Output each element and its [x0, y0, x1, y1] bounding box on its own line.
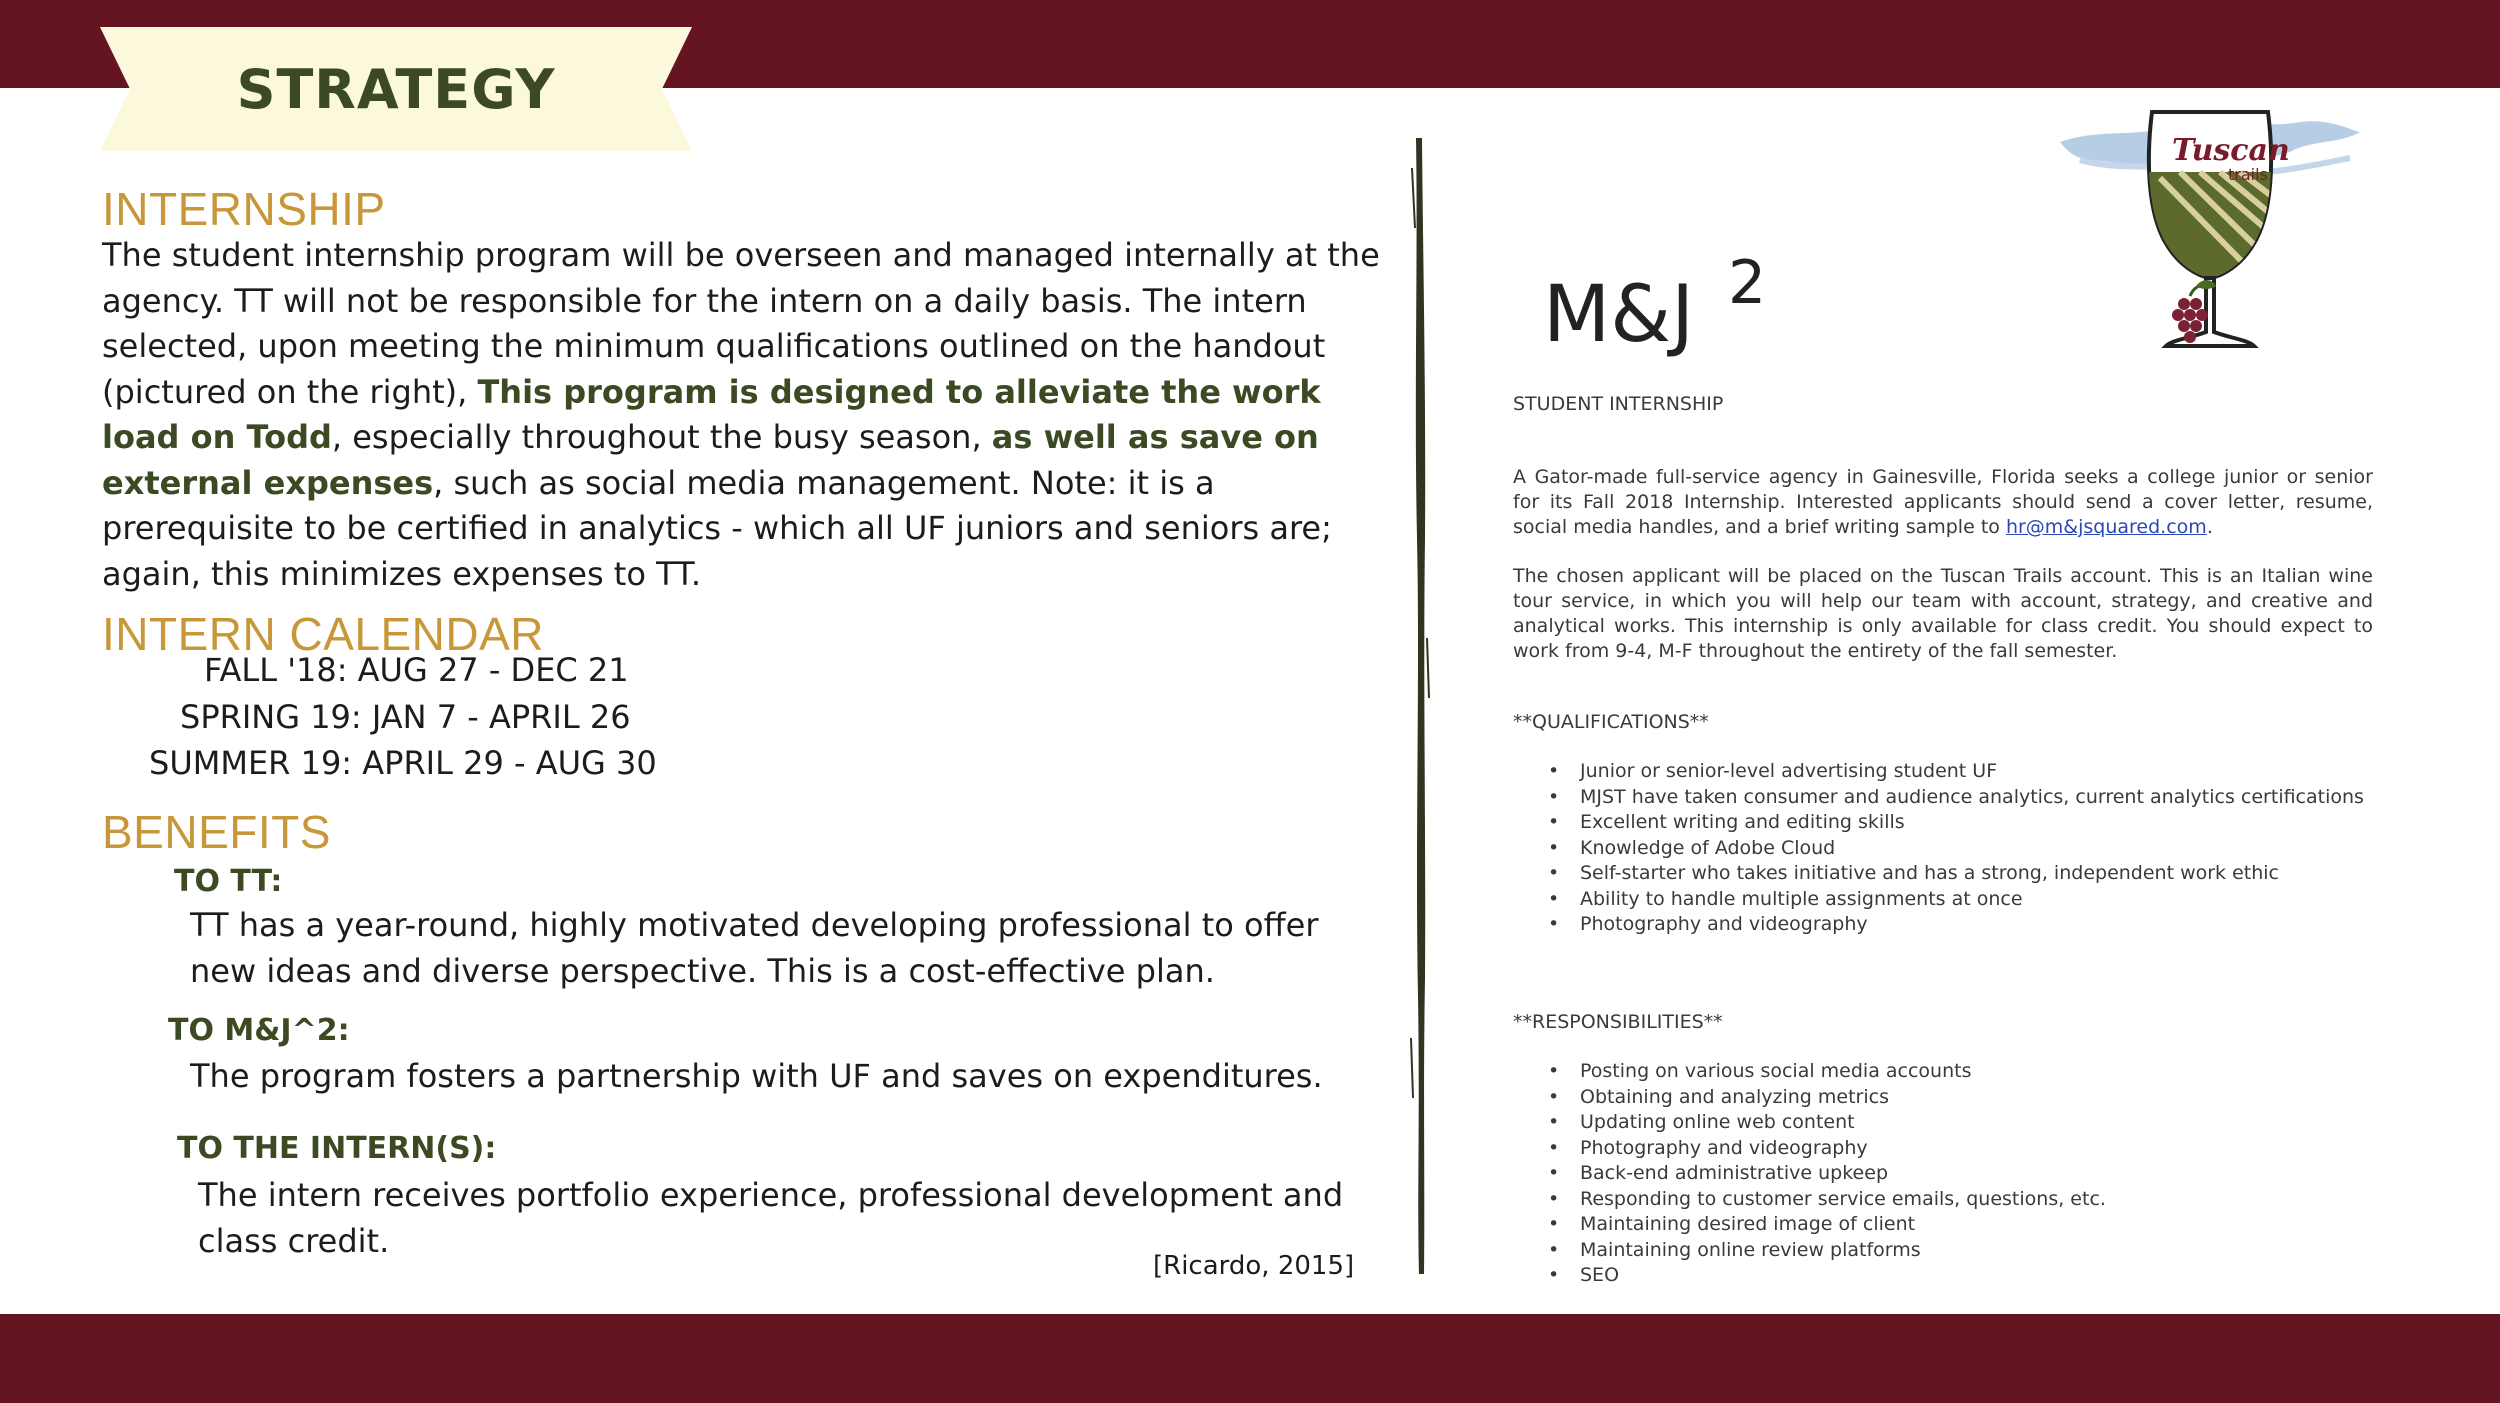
qualification-item: • Ability to handle multiple assignments at once: [1548, 887, 2373, 913]
citation: [Ricardo, 2015]: [1153, 1251, 1355, 1281]
calendar-fall: FALL '18: AUG 27 - DEC 21: [204, 651, 629, 689]
responsibility-item: • Responding to customer service emails, questions, etc.: [1548, 1187, 2373, 1213]
responsibility-item: • Photography and videography: [1548, 1136, 2373, 1162]
calendar-heading: INTERN CALENDAR: [102, 608, 545, 660]
handout-intro-text: A Gator-made full-service agency in Gainesville, Florida seeks a college junior or senior for its Fall 2018 Internship. Interested applicants should send a cover letter, resume, social media handles, and a brief writing sample to: [1513, 466, 2373, 538]
benefit-mj-text: The program fosters a partnership with UF and saves on expenditures.: [190, 1057, 1323, 1095]
responsibilities-heading: **RESPONSIBILITIES**: [1513, 1011, 1723, 1033]
benefit-intern-label: TO THE INTERN(S):: [177, 1131, 497, 1166]
responsibility-item: • Posting on various social media accounts: [1548, 1059, 2373, 1085]
benefit-tt-text: TT has a year-round, highly motivated developing professional to offer new ideas and diverse perspective. This is a cost-effective plan.: [190, 906, 1319, 990]
qualification-item: • Excellent writing and editing skills: [1548, 810, 2373, 836]
tt-logo-word-1: Tuscan: [2172, 133, 2290, 168]
calendar-spring: SPRING 19: JAN 7 - APRIL 26: [180, 698, 631, 736]
responsibility-item: • SEO: [1548, 1263, 2373, 1289]
responsibility-item: • Back-end administrative upkeep: [1548, 1161, 2373, 1187]
bottom-band: [0, 1314, 2500, 1403]
benefit-tt-label: TO TT:: [174, 864, 283, 899]
title-banner: [100, 27, 692, 151]
internship-highlight-1: This program is designed to alleviate the work load on Todd: [102, 372, 1321, 456]
responsibility-item: • Maintaining desired image of client: [1548, 1212, 2373, 1238]
tt-logo-word-2: trails: [2228, 165, 2268, 184]
handout-intro: [1513, 465, 2373, 540]
qualification-item: • Photography and videography: [1548, 912, 2373, 938]
tuscan-trails-logo: [2060, 100, 2360, 370]
internship-highlight-2: as well as save on external expenses: [102, 418, 1319, 502]
responsibility-item: • Obtaining and analyzing metrics: [1548, 1085, 2373, 1111]
mj-logo-text: M&J: [1543, 270, 1695, 360]
calendar-summer: SUMMER 19: APRIL 29 - AUG 30: [149, 744, 657, 782]
handout-title: STUDENT INTERNSHIP: [1513, 393, 1724, 415]
brush-divider: [1408, 138, 1434, 1274]
qualification-item: • Self-starter who takes initiative and has a strong, independent work ethic: [1548, 861, 2373, 887]
internship-text-3: , such as social media management. Note: it is a prerequisite to be certified in analytics - which all UF juniors and seniors are; again, this minimizes expenses to TT.: [102, 463, 1332, 593]
benefit-intern-text: The intern receives portfolio experience, professional development and class credit.: [198, 1176, 1344, 1260]
qualifications-heading: **QUALIFICATIONS**: [1513, 711, 1709, 733]
internship-heading: INTERNSHIP: [102, 183, 386, 235]
qualifications-list: [1548, 759, 2373, 938]
qualification-item: • Knowledge of Adobe Cloud: [1548, 836, 2373, 862]
email-link[interactable]: hr@m&jsquared.com: [2005, 516, 2207, 538]
page-title: STRATEGY: [236, 57, 556, 121]
responsibility-item: • Maintaining online review platforms: [1548, 1238, 2373, 1264]
responsibilities-list: [1548, 1059, 2373, 1289]
internship-text-2: , especially throughout the busy season,: [331, 418, 992, 456]
handout-intro-2: The chosen applicant will be placed on the Tuscan Trails account. This is an Italian wine tour service, in which you will help our team with account, strategy, and creative and analytical works. This internship is only available for class credit. You should expect to work from 9-4, M-F throughout the entirety of the fall semester.: [1513, 565, 2373, 662]
qualification-item: • Junior or senior-level advertising student UF: [1548, 759, 2373, 785]
internship-text-1: The student internship program will be overseen and managed internally at the agency. TT will not be responsible for the intern on a daily basis. The intern selected, upon meeting the minimum qualifications outlined on the handout (pictured on the right),: [102, 236, 1380, 411]
responsibility-item: • Updating online web content: [1548, 1110, 2373, 1136]
benefit-mj-label: TO M&J^2:: [168, 1013, 350, 1048]
mj-logo-superscript: 2: [1728, 248, 1767, 318]
handout-intro-end: .: [2206, 516, 2213, 538]
qualification-item: • MJST have taken consumer and audience analytics, current analytics certifications: [1548, 785, 2373, 811]
benefits-heading: BENEFITS: [102, 806, 331, 858]
internship-paragraph: [102, 233, 1382, 597]
